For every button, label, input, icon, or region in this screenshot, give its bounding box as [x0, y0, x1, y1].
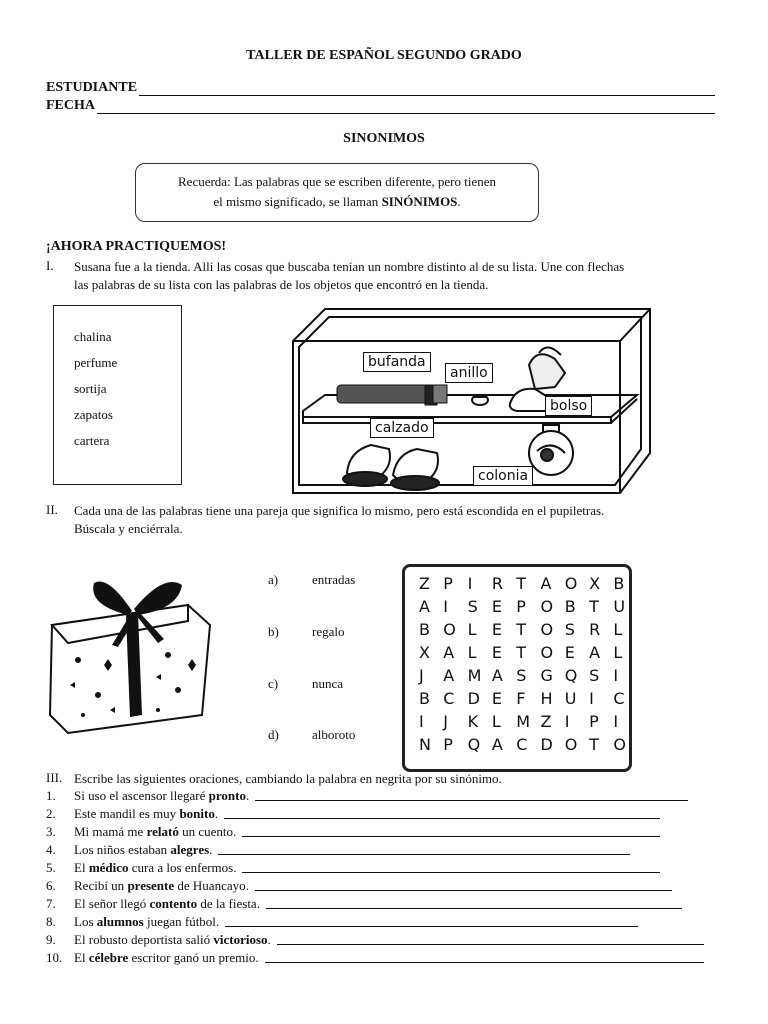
grid-letter[interactable]: F [516, 689, 526, 708]
sentence-number: 10. [46, 950, 63, 965]
practice-title: ¡AHORA PRACTIQUEMOS! [46, 239, 227, 254]
grid-letter[interactable]: T [589, 597, 599, 616]
grid-letter[interactable]: A [589, 643, 601, 662]
grid-letter[interactable]: H [540, 689, 553, 708]
shop-label-anillo: anillo [445, 363, 493, 383]
grid-letter[interactable]: X [589, 574, 601, 593]
grid-letter[interactable]: P [516, 597, 526, 616]
grid-letter[interactable]: S [589, 666, 600, 685]
sentence-text-pre: El [74, 950, 89, 965]
shop-label-colonia: colonia [473, 466, 533, 486]
sentence-bold-word: alumnos [96, 914, 144, 929]
student-label: ESTUDIANTE [46, 80, 138, 95]
grid-letter[interactable]: C [443, 689, 455, 708]
sentence-number: 7. [46, 896, 56, 911]
sentence-text [74, 950, 259, 966]
option-word: alboroto [312, 727, 356, 742]
gift-icon [38, 565, 213, 735]
grid-letter[interactable]: Z [540, 712, 552, 731]
list-item: chalina [74, 329, 112, 344]
sentence-text [74, 824, 236, 840]
grid-letter[interactable]: B [419, 689, 430, 708]
grid-row[interactable] [419, 712, 638, 731]
grid-letter[interactable]: O [613, 735, 626, 754]
answer-line[interactable] [242, 835, 660, 837]
sentence-text [74, 932, 271, 948]
grid-letter[interactable]: O [540, 597, 554, 616]
sentence-row [46, 806, 660, 822]
recuerda-line2-pre: el mismo significado, se llaman [213, 194, 382, 209]
part1-instructions [74, 258, 724, 294]
grid-letter[interactable]: C [516, 735, 528, 754]
sentence-text [74, 896, 260, 912]
sentence-row [46, 824, 660, 840]
grid-letter[interactable]: L [467, 643, 477, 662]
grid-letter[interactable]: T [589, 735, 599, 754]
sentence-number: 5. [46, 860, 56, 875]
recuerda-line1: Recuerda: Las palabras que se escriben diferente, pero tienen [178, 174, 496, 189]
grid-letter[interactable]: A [443, 643, 455, 662]
grid-letter[interactable]: M [516, 712, 530, 731]
grid-row[interactable] [419, 574, 638, 593]
sentence-row [46, 788, 688, 804]
sentence-row [46, 932, 704, 948]
date-field [46, 98, 715, 114]
sentence-row [46, 914, 638, 930]
recuerda-box [135, 163, 539, 222]
list-item: cartera [74, 433, 110, 448]
grid-letter[interactable]: Q [467, 735, 481, 754]
grid-row[interactable] [419, 735, 638, 754]
sentence-text-post: . [245, 788, 250, 803]
grid-letter[interactable]: L [491, 712, 501, 731]
part3-instruction: Escribe las siguientes oraciones, cambiando la palabra en negrita por su sinónimo. [74, 771, 502, 786]
sentence-row [46, 950, 704, 966]
sentence-text-post: . [214, 806, 219, 821]
grid-letter[interactable]: E [491, 643, 502, 662]
grid-letter[interactable]: A [419, 597, 430, 616]
sentence-row [46, 842, 630, 858]
grid-letter[interactable]: A [491, 735, 503, 754]
part2-line1: Cada una de las palabras tiene una pareja que significa lo mismo, pero está escondida en el pupiletras. [74, 503, 605, 518]
grid-letter[interactable]: S [564, 620, 575, 639]
sentence-bold-word: victorioso [213, 932, 268, 947]
list-item: perfume [74, 355, 118, 370]
list-item: zapatos [74, 407, 113, 422]
grid-letter[interactable]: X [419, 643, 430, 662]
grid-letter[interactable]: B [564, 597, 576, 616]
grid-letter[interactable]: J [443, 712, 449, 731]
sentence-number: 2. [46, 806, 56, 821]
sentence-row [46, 878, 672, 894]
grid-letter[interactable]: I [613, 666, 619, 685]
student-field [46, 80, 715, 96]
recuerda-line2 [136, 192, 538, 212]
part1-line2: las palabras de su lista con las palabras de los objetos que encontró en la tienda. [74, 277, 489, 292]
sentence-text [74, 842, 212, 858]
sentence-text-post: . [267, 932, 271, 947]
grid-letter[interactable]: L [467, 620, 477, 639]
sentence-number: 9. [46, 932, 56, 947]
option-letter: c) [268, 676, 279, 691]
sentence-text-pre: Los niños estaban [74, 842, 171, 857]
grid-letter[interactable]: P [443, 735, 453, 754]
grid-letter[interactable]: I [613, 712, 619, 731]
grid-row[interactable] [419, 689, 638, 708]
sentence-text-pre: Si uso el ascensor llegaré [74, 788, 209, 803]
grid-letter[interactable]: S [467, 597, 478, 616]
sentence-row [46, 860, 660, 876]
answer-line[interactable] [225, 925, 638, 927]
grid-letter[interactable]: N [419, 735, 431, 754]
grid-letter[interactable]: E [491, 597, 502, 616]
shop-label-bufanda: bufanda [363, 352, 431, 372]
part3-number: III. [46, 770, 63, 785]
grid-letter[interactable]: R [589, 620, 601, 639]
option-letter: a) [268, 572, 279, 587]
answer-line[interactable] [265, 961, 704, 963]
grid-letter[interactable]: E [564, 643, 575, 662]
grid-letter[interactable]: K [467, 712, 479, 731]
grid-letter[interactable]: I [589, 689, 594, 708]
sentence-text-pre: El señor llegó [74, 896, 150, 911]
sentence-text-post: escritor ganó un premio. [128, 950, 259, 965]
grid-letter[interactable]: Z [419, 574, 430, 593]
sentence-number: 3. [46, 824, 56, 839]
grid-letter[interactable]: B [613, 574, 625, 593]
grid-letter[interactable]: O [564, 735, 578, 754]
option-word: nunca [312, 676, 344, 691]
grid-letter[interactable]: O [443, 620, 456, 639]
sentence-text-post: . [209, 842, 213, 857]
answer-line[interactable] [266, 907, 682, 909]
sentence-text [74, 914, 219, 930]
grid-letter[interactable]: S [516, 666, 527, 685]
grid-letter[interactable]: D [540, 735, 553, 754]
grid-letter[interactable]: A [540, 574, 552, 593]
grid-letter[interactable]: I [419, 712, 424, 731]
option-word: entradas [312, 572, 356, 587]
shop-label-bolso: bolso [545, 396, 592, 416]
sentence-text [74, 860, 236, 876]
sentence-bold-word: bonito [179, 806, 215, 821]
grid-letter[interactable]: T [516, 574, 526, 593]
grid-letter[interactable]: A [491, 666, 503, 685]
answer-line[interactable] [255, 799, 688, 801]
grid-letter[interactable]: P [443, 574, 453, 593]
sentence-text-post: de la fiesta. [197, 896, 260, 911]
part2-line2: Búscala y enciérrala. [74, 521, 183, 536]
sentence-text-post: juegan fútbol. [143, 914, 220, 929]
sentence-bold-word: médico [88, 860, 129, 875]
section-title: SINONIMOS [343, 131, 425, 146]
sentence-number: 4. [46, 842, 56, 857]
answer-line[interactable] [255, 889, 672, 891]
grid-letter[interactable]: O [540, 643, 554, 662]
display-case-illustration [285, 303, 657, 497]
grid-letter[interactable]: U [564, 689, 577, 708]
sentence-bold-word: alegres [170, 842, 210, 857]
sentence-text-pre: Este mandil es muy [74, 806, 180, 821]
student-line[interactable] [139, 83, 715, 96]
sentence-text-pre: Mi mamá me [74, 824, 147, 839]
grid-letter[interactable]: T [516, 620, 526, 639]
answer-line[interactable] [242, 871, 660, 873]
grid-letter[interactable]: T [516, 643, 526, 662]
grid-letter[interactable]: E [491, 689, 502, 708]
option-word: regalo [312, 624, 345, 639]
option-letter: d) [268, 727, 279, 742]
sentence-text [74, 878, 249, 894]
recuerda-line2-post: . [457, 194, 461, 209]
grid-letter[interactable]: O [564, 574, 578, 593]
sentence-number: 6. [46, 878, 56, 893]
part2-instructions [74, 502, 724, 538]
shopping-list-box [53, 305, 182, 485]
sentence-text [74, 788, 249, 804]
grid-letter[interactable]: M [467, 666, 482, 685]
grid-letter[interactable]: J [419, 666, 424, 685]
grid-letter[interactable]: R [491, 574, 504, 593]
grid-letter[interactable]: Q [564, 666, 578, 685]
answer-line[interactable] [218, 853, 630, 855]
sentence-bold-word: pronto [208, 788, 246, 803]
grid-letter[interactable]: I [564, 712, 570, 731]
grid-letter[interactable]: I [443, 597, 449, 616]
sentence-number: 1. [46, 788, 56, 803]
grid-letter[interactable]: P [589, 712, 599, 731]
grid-letter[interactable]: A [443, 666, 455, 685]
sentence-text-pre: El [74, 860, 89, 875]
grid-row[interactable] [419, 666, 638, 685]
sentence-bold-word: contento [149, 896, 198, 911]
part2-number: II. [46, 502, 58, 517]
grid-row[interactable] [419, 597, 638, 616]
sentence-bold-word: célebre [88, 950, 129, 965]
shop-label-calzado: calzado [370, 418, 434, 438]
date-label: FECHA [46, 98, 95, 113]
sentence-text-pre: El robusto deportista salió [74, 932, 214, 947]
worksheet-title: TALLER DE ESPAÑOL SEGUNDO GRADO [246, 48, 522, 63]
answer-line[interactable] [277, 943, 704, 945]
date-line[interactable] [97, 101, 715, 114]
gift-illustration [38, 565, 213, 735]
part1-line1: Susana fue a la tienda. Allí las cosas que buscaba tenían un nombre distinto al de su lista. Une con flechas [74, 259, 625, 274]
sentence-number: 8. [46, 914, 56, 929]
grid-letter[interactable]: I [467, 574, 473, 593]
display-case-drawing [285, 303, 657, 497]
sentence-row [46, 896, 682, 912]
sentence-text-post: un cuento. [178, 824, 237, 839]
sentence-text-pre: Los [74, 914, 97, 929]
grid-letter[interactable]: G [540, 666, 553, 685]
sentence-bold-word: relató [146, 824, 179, 839]
grid-row[interactable] [419, 643, 638, 662]
grid-letter[interactable]: L [613, 620, 623, 639]
sentence-bold-word: presente [127, 878, 175, 893]
sentence-text-post: de Huancayo. [174, 878, 249, 893]
grid-letter[interactable]: D [467, 689, 480, 708]
grid-letter[interactable]: O [540, 620, 554, 639]
list-item: sortija [74, 381, 107, 396]
grid-letter[interactable]: B [419, 620, 430, 639]
grid-letter[interactable]: C [613, 689, 625, 708]
grid-letter[interactable]: L [613, 643, 623, 662]
recuerda-keyword: SINÓNIMOS [381, 194, 458, 209]
sentence-text-pre: Recibí un [74, 878, 128, 893]
answer-line[interactable] [224, 817, 660, 819]
part1-number: I. [46, 258, 54, 273]
sentence-text-post: cura a los enfermos. [128, 860, 237, 875]
option-letter: b) [268, 624, 279, 639]
sentence-text [74, 806, 218, 822]
grid-row[interactable] [419, 620, 638, 639]
grid-letter[interactable]: U [613, 597, 626, 616]
word-search-grid[interactable] [402, 564, 632, 772]
grid-letter[interactable]: E [491, 620, 502, 639]
